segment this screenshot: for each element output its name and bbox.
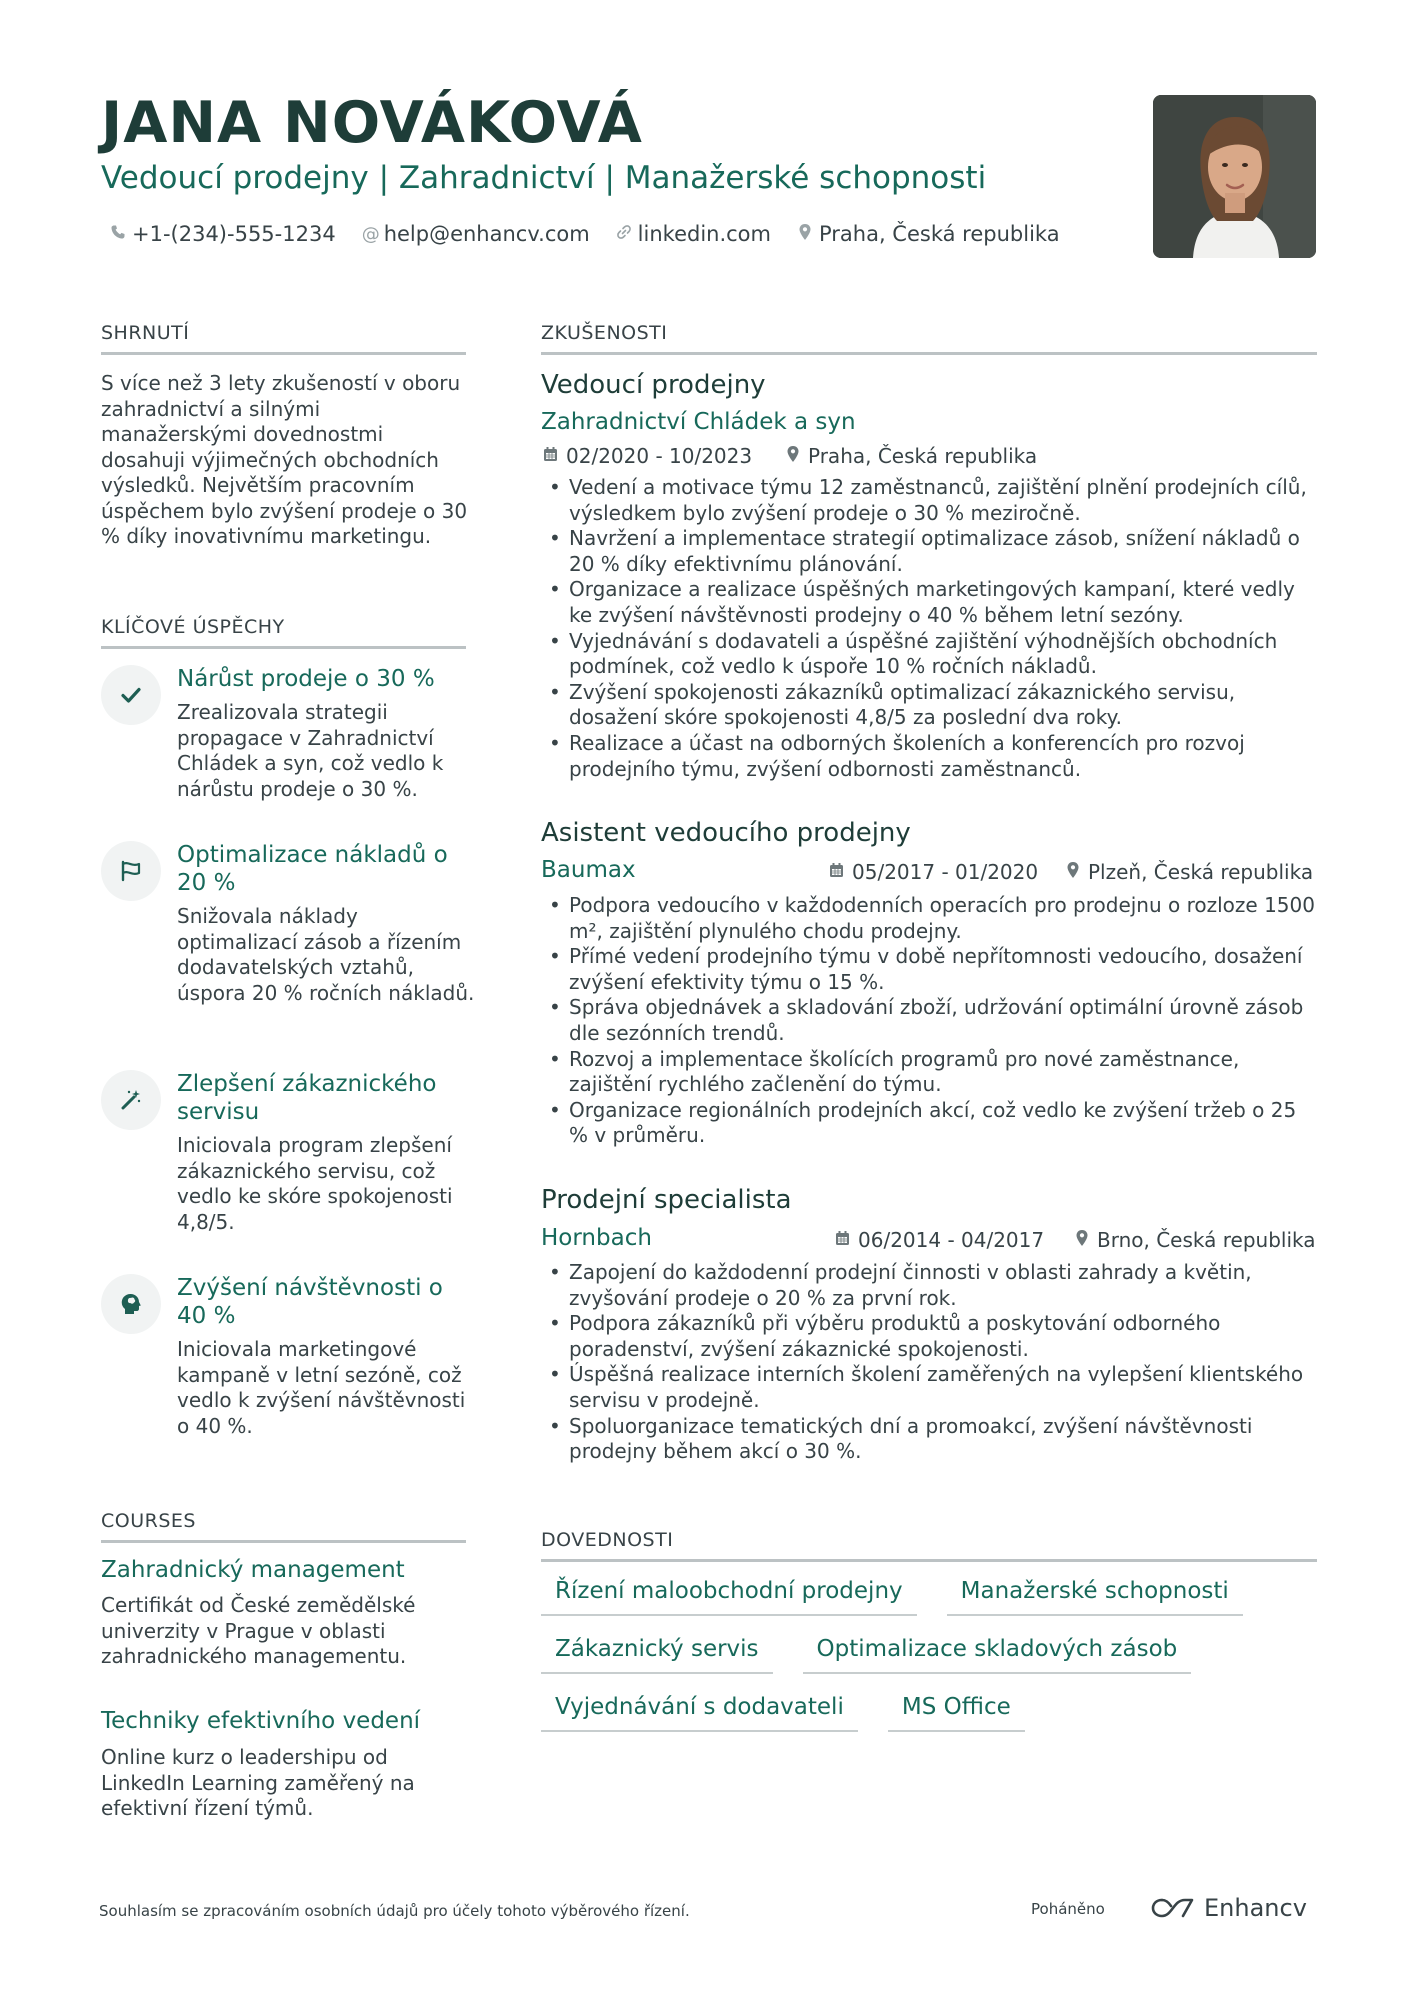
job-location-text: Praha, Česká republika [808,444,1038,468]
contact-bar [110,222,1060,246]
candidate-name: JANA NOVÁKOVÁ [101,90,643,156]
job-title: Prodejní specialista [541,1185,792,1215]
job-location-text: Plzeň, Česká republika [1088,860,1314,884]
job-bullets [541,475,1321,782]
summary-text: S více než 3 lety zkušeností v oboru zahradnictví a silnými manažerskými dovednostmi dosahuji výjimečných obchodních výsledků. Největším pracovním úspěchem bylo zvýšení prodeje o 30 % díky inovativnímu marketingu. [101,371,468,548]
contact-linkedin-text: linkedin.com [637,222,771,246]
contact-phone-text: +1-(234)-555-1234 [132,222,336,246]
calendar-icon [829,862,844,883]
course-title: Zahradnický management [101,1557,405,1583]
skills-section-title: DOVEDNOSTI [541,1529,1317,1562]
contact-location-text: Praha, Česká republika [818,222,1060,246]
job-bullets [541,893,1321,1149]
location-pin-icon [786,445,800,468]
summary-section-title: SHRNUTÍ [101,322,466,355]
job-bullet: • Spoluorganizace tematických dní a promoakcí, zvýšení návštěvnosti prodejny během akcí o 30 %. [541,1414,1321,1465]
enhancv-logo[interactable] [1150,1894,1307,1922]
achievement-desc: Snižovala náklady optimalizací zásob a řízením dodavatelských vztahů, úspora 20 % ročních nákladů. [177,904,475,1005]
headline: Vedoucí prodejny | Zahradnictví | Manažerské schopnosti [101,160,987,196]
phone-icon [110,224,126,245]
achievement-title: Zlepšení zákaznického servisu [177,1071,437,1125]
job-bullet: • Přímé vedení prodejního týmu v době nepřítomnosti vedoucího, dosažení zvýšení efektivity týmu o 15 %. [541,944,1321,995]
at-icon: @ [361,223,380,245]
job-bullet: • Organizace a realizace úspěšných marketingových kampaní, které vedly ke zvýšení návštěvnosti prodejny o 40 % během letní sezóny. [541,577,1321,628]
achievement-desc: Iniciovala marketingové kampaně v letní sezóně, což vedlo k zvýšení návštěvnosti o 40 %. [177,1337,466,1438]
job-company: Baumax [541,857,636,883]
link-icon [616,224,632,245]
powered-by-label: Poháněno [1031,1900,1105,1918]
job-location-text: Brno, Česká republika [1097,1228,1316,1252]
checkmark-icon [101,665,161,725]
achievement-title: Zvýšení návštěvnosti o 40 % [177,1275,443,1329]
job-bullet: • Podpora zákazníků při výběru produktů a poskytování odborného poradenství, zvýšení zákaznické spokojenosti. [541,1311,1321,1362]
job-company: Hornbach [541,1225,652,1251]
location-pin-icon [1066,861,1080,884]
consent-text: Souhlasím se zpracováním osobních údajů pro účely tohoto výběrového řízení. [99,1902,690,1920]
job-company: Zahradnictví Chládek a syn [541,409,856,435]
skills-list [541,1572,1321,1732]
job-bullet: • Realizace a účast na odborných školeních a konferencích pro rozvoj prodejního týmu, zvýšení odbornosti zaměstnanců. [541,731,1321,782]
flag-icon [101,841,161,901]
job-dates [543,444,752,468]
job-title: Asistent vedoucího prodejny [541,818,911,848]
job-bullet: • Organizace regionálních prodejních akcí, což vedlo ke zvýšení tržeb o 25 % v průměru. [541,1098,1321,1149]
job-title: Vedoucí prodejny [541,370,766,400]
contact-linkedin[interactable] [616,222,771,246]
location-pin-icon [797,223,813,246]
skill-tag: Zákaznický servis [541,1630,773,1674]
skill-tag: Manažerské schopnosti [947,1572,1243,1616]
job-location [1075,1228,1316,1252]
brand-name: Enhancv [1204,1894,1307,1922]
achievement-title: Optimalizace nákladů o 20 % [177,842,448,896]
location-pin-icon [1075,1229,1089,1252]
achievements-section-title: KLÍČOVÉ ÚSPĚCHY [101,616,466,649]
job-bullet: • Zapojení do každodenní prodejní činnosti v oblasti zahrady a květin, zvyšování prodeje o 20 % za první rok. [541,1260,1321,1311]
job-location [1066,860,1313,884]
job-location [786,444,1037,468]
achievement-title: Nárůst prodeje o 30 % [177,666,435,692]
job-bullet: • Rozvoj a implementace školících programů pro nové zaměstnance, zajištění rychlého začlenění do týmu. [541,1047,1321,1098]
skill-tag: Optimalizace skladových zásob [803,1630,1192,1674]
job-bullet: • Podpora vedoucího v každodenních operacích pro prodejnu o rozloze 1500 m², zajištění plynulého chodu prodejny. [541,893,1321,944]
job-bullet: • Správa objednávek a skladování zboží, udržování optimální úrovně zásob dle sezónních trendů. [541,995,1321,1046]
experience-section-title: ZKUŠENOSTI [541,322,1317,355]
calendar-icon [835,1230,850,1251]
job-bullet: • Navržení a implementace strategií optimalizace zásob, snížení nákladů o 20 % díky efektivnímu plánování. [541,526,1321,577]
contact-location [797,222,1060,246]
job-bullets [541,1260,1321,1465]
job-bullet: • Vyjednávání s dodavateli a úspěšné zajištění výhodnějších obchodních podmínek, což vedlo k úspoře 10 % ročních nákladů. [541,629,1321,680]
course-desc: Certifikát od České zemědělské univerzity v Prague v oblasti zahradnického managementu. [101,1593,416,1668]
skill-tag: MS Office [888,1688,1025,1732]
courses-section-title: COURSES [101,1510,466,1543]
course-desc: Online kurz o leadershipu od LinkedIn Learning zaměřený na efektivní řízení týmů. [101,1745,415,1820]
profile-photo [1153,95,1316,258]
job-dates-text: 05/2017 - 01/2020 [852,860,1039,884]
job-bullet: • Zvýšení spokojenosti zákazníků optimalizací zákaznického servisu, dosažení skóre spokojenosti 4,8/5 za poslední dva roky. [541,680,1321,731]
skill-tag: Vyjednávání s dodavateli [541,1688,858,1732]
contact-phone[interactable] [110,222,336,246]
course-title: Techniky efektivního vedení [101,1708,421,1734]
job-dates-text: 06/2014 - 04/2017 [858,1228,1045,1252]
job-dates [835,1228,1044,1252]
job-dates-text: 02/2020 - 10/2023 [566,444,753,468]
skill-tag: Řízení maloobchodní prodejny [541,1572,917,1616]
job-bullet: • Vedení a motivace týmu 12 zaměstnanců, zajištění plnění prodejních cílů, výsledkem bylo zvýšení prodeje o 30 % meziročně. [541,475,1321,526]
achievement-desc: Zrealizovala strategii propagace v Zahradnictví Chládek a syn, což vedlo k nárůstu prodeje o 30 %. [177,700,444,801]
achievement-desc: Iniciovala program zlepšení zákaznického servisu, což vedlo ke skóre spokojenosti 4,8/5. [177,1133,453,1234]
calendar-icon [543,446,558,467]
magic-wand-icon [101,1070,161,1130]
contact-email-text: help@enhancv.com [383,222,590,246]
contact-email[interactable] [362,222,590,246]
infinity-logo-icon [1150,1896,1196,1920]
head-brain-icon [101,1274,161,1334]
job-dates [829,860,1038,884]
job-bullet: • Úspěšná realizace interních školení zaměřených na vylepšení klientského servisu v prodejně. [541,1362,1321,1413]
